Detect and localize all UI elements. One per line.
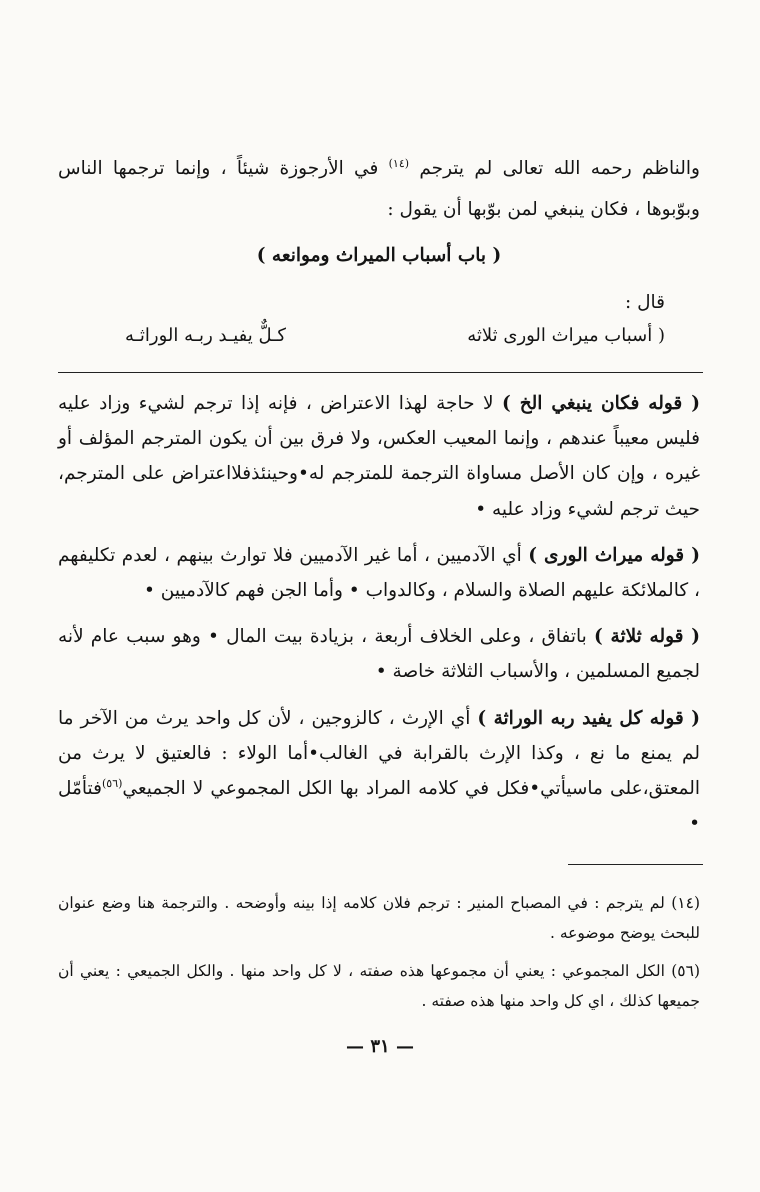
commentary-paragraph	[58, 619, 700, 689]
footnote	[58, 888, 700, 948]
verse-line	[125, 316, 665, 356]
commentary-text: باتفاق ، وعلى الخلاف أربعة ، بزيادة بيت المال • وهو سبب عام لأنه لجميع المسلمين ، والأسباب الثلاثة خاصة •	[58, 626, 700, 683]
footnotes-section	[58, 888, 700, 1024]
commentary-text: لا حاجة لهذا الاعتراض ، فإنه إذا ترجم لشيء وزاد عليه فليس معيباً عندهم ، وإنما المعيب العكس، ولا فرق بين أن يكون المترجم المؤلف أو غيره ، وإن كان الأصل مساواة الترجمة للمترجم له•وحينئذفلااعتراض على المترجم، حيث ترجم لشيء وزاد عليه •	[58, 393, 700, 520]
commentary-lead: ( قوله كل يفيد ربه الوراثة )	[477, 707, 701, 729]
footnote	[58, 956, 700, 1016]
commentary-lead: ( قوله ثلاثة )	[594, 626, 700, 648]
commentary-paragraph	[58, 538, 700, 608]
commentary-footnote-ref: (٥٦)	[101, 776, 123, 790]
commentary-paragraph	[58, 701, 700, 842]
verse-hemistich-first: ( أسباب ميراث الورى ثلاثه	[467, 325, 665, 346]
commentary-text: أي الإرث ، كالزوجين ، لأن كل واحد يرث من الآخر ما لم يمنع ما نع ، وكذا الإرث بالقرابة في الغالب•أما الولاء : فالعتيق لا يرث من المعتق،على ماسيأتي•فكل في كلامه المراد بها الكل المجموعي لا الجميعي	[58, 707, 700, 800]
commentary-paragraph	[58, 386, 700, 527]
commentary-tail: فتأمّل •	[58, 778, 700, 835]
page-number: — ٣١ —	[346, 1036, 414, 1057]
commentary-lead: ( قوله ميراث الورى )	[528, 544, 700, 566]
footnote-marker: (١٤)	[671, 894, 700, 912]
chapter-heading: ( باب أسباب الميراث وموانعه )	[256, 245, 502, 266]
intro-footnote-ref: (١٤)	[388, 156, 410, 170]
main-separator-rule	[58, 372, 703, 373]
qal-label: قال :	[624, 292, 665, 313]
verse-hemistich-second: كـلٌّ يفيـد ربـه الوراثـه	[125, 325, 286, 346]
footnote-separator-rule	[568, 864, 703, 865]
intro-paragraph	[58, 148, 700, 230]
intro-text-rest: في الأرجوزة شيئاً ، وإنما ترجمها الناس وبوّبوها ، فكان ينبغي لمن بوّبها أن يقول :	[58, 158, 700, 220]
commentary-section	[58, 386, 700, 841]
intro-text: والناظم رحمه الله تعالى لم يترجم	[419, 158, 700, 179]
commentary-lead: ( قوله فكان ينبغي الخ )	[501, 393, 700, 414]
footnote-text: لم يترجم : في المصباح المنير : ترجم فلان كلامه إذا بينه وأوضحه . والترجمة هنا وضع عنوان للبحث يوضح موضوعه .	[58, 894, 700, 942]
commentary-text: أي الآدميين ، أما غير الآدميين فلا توارث بينهم ، لعدم تكليفهم ، كالملائكة عليهم الصلاة والسلام ، وكالدواب • وأما الجن فهم كالآدميين •	[58, 544, 700, 602]
footnote-text: الكل المجموعي : يعني أن مجموعها هذه صفته ، لا كل واحد منها . والكل الجميعي : يعني أن جميعها كذلك ، اي كل واحد منها هذه صفته .	[58, 962, 700, 1010]
footnote-marker: (٥٦)	[671, 962, 700, 980]
